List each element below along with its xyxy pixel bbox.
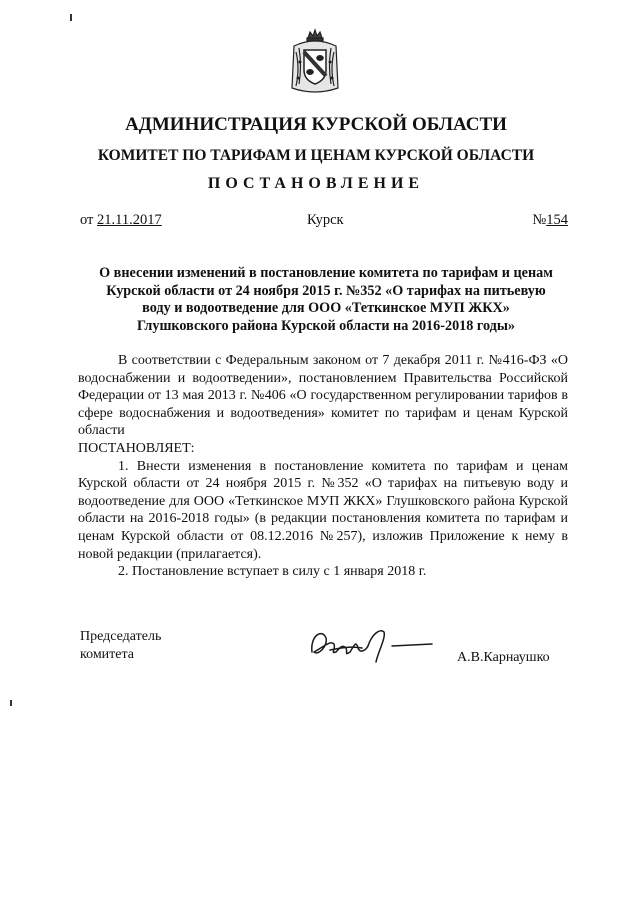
item-2-paragraph: 2. Постановление вступает в силу с 1 января 2018 г. [118,564,427,580]
preamble-paragraph: В соответствии с Федеральным законом от 7 декабря 2011 г. №416-ФЗ «О водоснабжении и водоотведении», постановлением Правительства Российской Федерации от 13 мая 2013 г. №406 «О государственном регулировании тарифов в сфере водоснабжения и водоотведения» комитет по тарифам и ценам Курской области [78,353,568,439]
scan-speck [70,14,72,21]
document-date [80,212,162,229]
document-body [78,352,568,581]
signatory-position [80,628,161,664]
organization-title: АДМИНИСТРАЦИЯ КУРСКОЙ ОБЛАСТИ [125,114,507,135]
subject-line: Глушковского района Курской области на 2016-2018 годы» [136,317,516,334]
document-city: Курск [307,212,344,228]
position-line: комитета [80,647,135,662]
document-number [532,212,568,229]
signatory-name: А.В.Карнаушко [457,650,550,665]
document-subject [70,265,582,335]
subject-line: воду и водоотведение для ООО «Теткинское МУП ЖКХ» [142,300,510,316]
committee-title: КОМИТЕТ ПО ТАРИФАМ И ЦЕНАМ КУРСКОЙ ОБЛАСТИ [97,147,535,164]
subject-line: Курской области от 24 ноября 2015 г. №352 «О тарифах на питьевую [106,282,546,299]
handwritten-signature [300,622,440,668]
scan-speck [10,700,12,706]
date-value: 21.11.2017 [97,212,162,228]
number-value: 154 [546,212,568,228]
document-meta [80,212,568,232]
number-prefix: № [532,212,547,228]
date-prefix: от [80,212,98,228]
coat-of-arms-icon [288,28,342,96]
item-1-paragraph: 1. Внести изменения в постановление комитета по тарифам и ценам Курской области от 24 ноября 2015 г. №352 «О тарифах на питьевую воду и водоотведение для ООО «Теткинское МУП ЖКХ» Глушковского района Курской области на 2016-2018 годы» (в редакции постановления комитета по тарифам и ценам Курской области от 08.12.2016 №257), изложив Приложение к нему в новой редакции (прилагается). [78,458,568,562]
document-type: ПОСТАНОВЛЕНИЕ [207,175,425,192]
subject-line: О внесении изменений в постановление комитета по тарифам и ценам [99,265,553,281]
decree-word: ПОСТАНОВЛЯЕТ: [78,440,195,456]
position-line: Председатель [80,629,162,644]
